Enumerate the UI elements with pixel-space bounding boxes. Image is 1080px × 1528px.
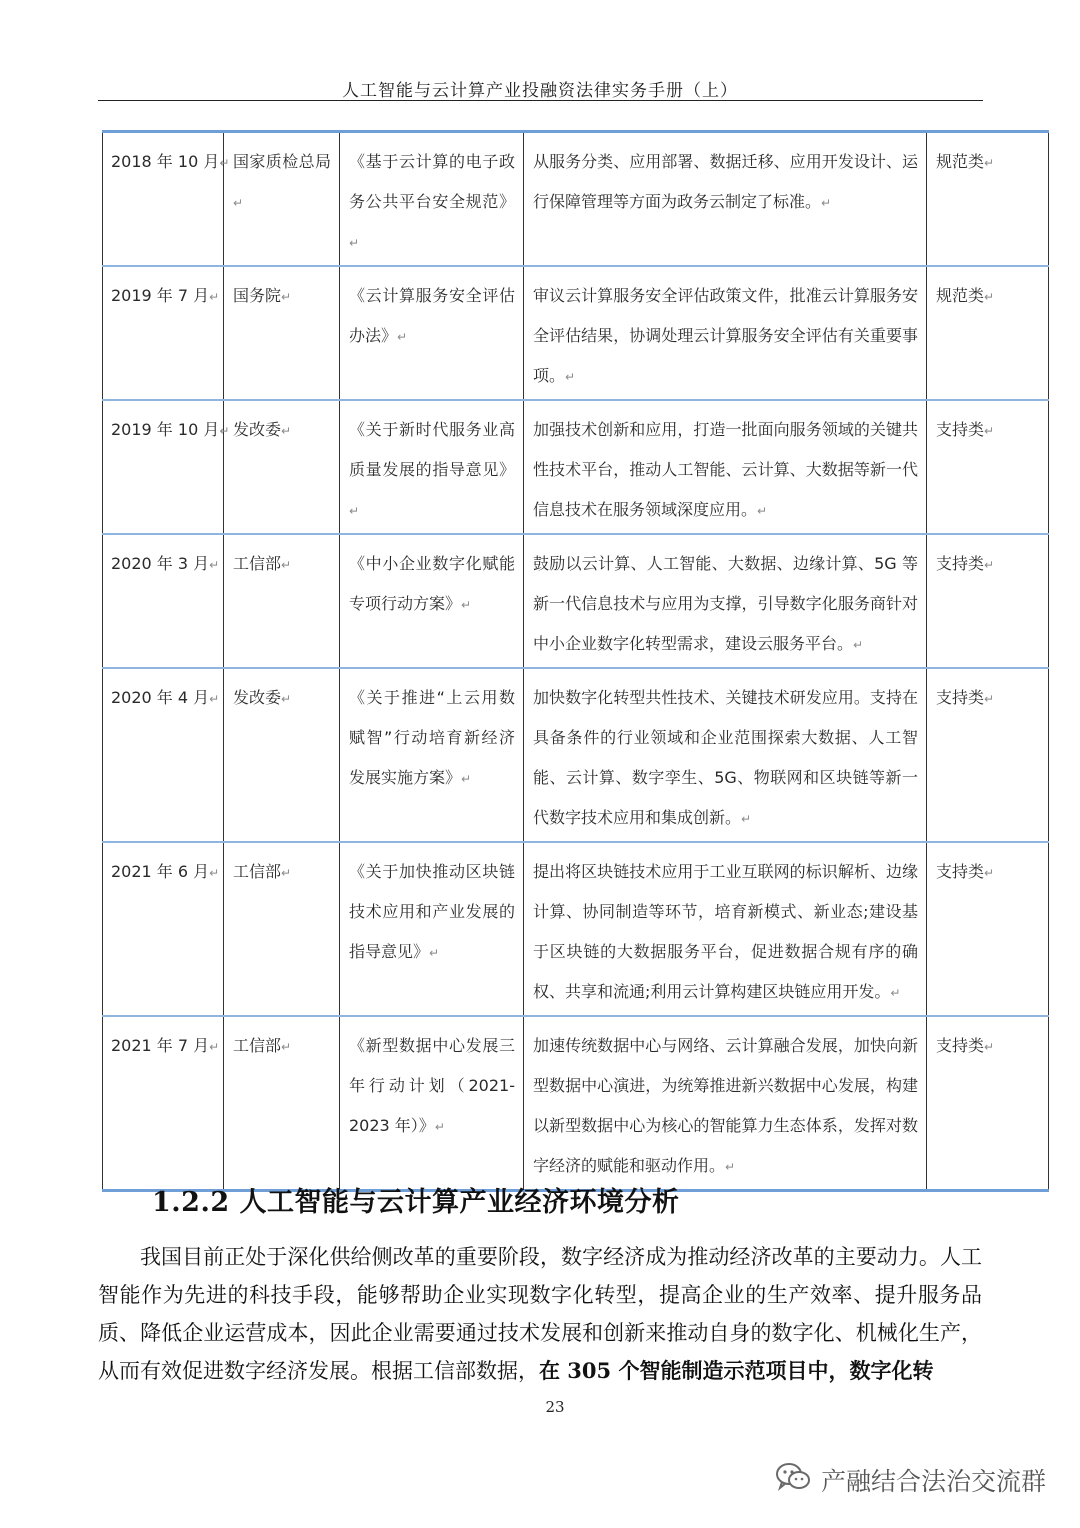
cell-content: 从服务分类、应用部署、数据迁移、应用开发设计、运行保障管理等方面为政务云制定了标准。↵ xyxy=(524,132,927,267)
footer-brand-text: 产融结合法治交流群 xyxy=(820,1467,1046,1496)
cell-date: 2021 年 6 月↵ xyxy=(103,842,224,1016)
cell-type: 规范类↵ xyxy=(927,132,1049,267)
cell-date: 2018 年 10 月↵ xyxy=(103,132,224,267)
table-row xyxy=(103,400,1049,534)
section-heading: 1.2.2 人工智能与云计算产业经济环境分析 xyxy=(152,1187,680,1218)
cell-date: 2020 年 4 月↵ xyxy=(103,668,224,842)
cell-issuer: 发改委↵ xyxy=(224,400,340,534)
cell-date: 2019 年 10 月↵ xyxy=(103,400,224,534)
cell-content: 加速传统数据中心与网络、云计算融合发展，加快向新型数据中心演进，为统筹推进新兴数据中心发展，构建以新型数据中心为核心的智能算力生态体系，发挥对数字经济的赋能和驱动作用。↵ xyxy=(524,1016,927,1191)
cell-issuer: 工信部↵ xyxy=(224,842,340,1016)
cell-type: 支持类↵ xyxy=(927,668,1049,842)
cell-date: 2020 年 3 月↵ xyxy=(103,534,224,668)
cell-policy: 《关于新时代服务业高质量发展的指导意见》↵ xyxy=(340,400,524,534)
cell-policy: 《基于云计算的电子政务公共平台安全规范》↵ xyxy=(340,132,524,267)
cell-type: 支持类↵ xyxy=(927,400,1049,534)
footer-watermark xyxy=(775,1462,1046,1498)
table-row xyxy=(103,842,1049,1016)
header-title: 人工智能与云计算产业投融资法律实务手册（上） xyxy=(342,81,738,101)
policy-table xyxy=(102,130,1049,1192)
cell-policy: 《新型数据中心发展三年行动计划（2021-2023 年）》↵ xyxy=(340,1016,524,1191)
cell-content: 提出将区块链技术应用于工业互联网的标识解析、边缘计算、协同制造等环节，培育新模式、新业态;建设基于区块链的大数据服务平台，促进数据合规有序的确权、共享和流通;利用云计算构建区块链应用开发。↵ xyxy=(524,842,927,1016)
paragraph-bold-text: 在 305 个智能制造示范项目中，数字化转 xyxy=(539,1358,934,1383)
table-row xyxy=(103,668,1049,842)
page-number: 23 xyxy=(545,1398,565,1416)
cell-policy: 《关于推进“上云用数赋智”行动培育新经济发展实施方案》↵ xyxy=(340,668,524,842)
table-row xyxy=(103,534,1049,668)
cell-date: 2019 年 7 月↵ xyxy=(103,266,224,400)
wechat-icon xyxy=(775,1462,821,1498)
cell-date: 2021 年 7 月↵ xyxy=(103,1016,224,1191)
body-paragraph xyxy=(98,1238,982,1390)
cell-content: 加强技术创新和应用，打造一批面向服务领域的关键共性技术平台，推动人工智能、云计算、大数据等新一代信息技术在服务领域深度应用。↵ xyxy=(524,400,927,534)
cell-policy: 《中小企业数字化赋能专项行动方案》↵ xyxy=(340,534,524,668)
cell-issuer: 国家质检总局↵ xyxy=(224,132,340,267)
cell-content: 审议云计算服务安全评估政策文件，批准云计算服务安全评估结果，协调处理云计算服务安全评估有关重要事项。↵ xyxy=(524,266,927,400)
cell-issuer: 国务院↵ xyxy=(224,266,340,400)
cell-content: 鼓励以云计算、人工智能、大数据、边缘计算、5G 等新一代信息技术与应用为支撑，引导数字化服务商针对中小企业数字化转型需求，建设云服务平台。↵ xyxy=(524,534,927,668)
table-row xyxy=(103,1016,1049,1191)
cell-issuer: 工信部↵ xyxy=(224,534,340,668)
cell-type: 规范类↵ xyxy=(927,266,1049,400)
cell-issuer: 发改委↵ xyxy=(224,668,340,842)
cell-issuer: 工信部↵ xyxy=(224,1016,340,1191)
table-row xyxy=(103,132,1049,267)
table-row xyxy=(103,266,1049,400)
cell-type: 支持类↵ xyxy=(927,1016,1049,1191)
cell-type: 支持类↵ xyxy=(927,534,1049,668)
cell-content: 加快数字化转型共性技术、关键技术研发应用。支持在具备条件的行业领域和企业范围探索大数据、人工智能、云计算、数字孪生、5G、物联网和区块链等新一代数字技术应用和集成创新。↵ xyxy=(524,668,927,842)
paragraph-text: 我国目前正处于深化供给侧改革的重要阶段，数字经济成为推动经济改革的主要动力。人工智能作为先进的科技手段，能够帮助企业实现数字化转型，提高企业的生产效率、提升服务品质、降低企业运营成本，因此企业需要通过技术发展和创新来推动自身的数字化、机械化生产，从而有效促进数字经济发展。根据工信部数据， xyxy=(98,1245,982,1383)
cell-policy: 《关于加快推动区块链技术应用和产业发展的指导意见》↵ xyxy=(340,842,524,1016)
cell-type: 支持类↵ xyxy=(927,842,1049,1016)
cell-policy: 《云计算服务安全评估办法》↵ xyxy=(340,266,524,400)
header-divider xyxy=(98,100,983,101)
